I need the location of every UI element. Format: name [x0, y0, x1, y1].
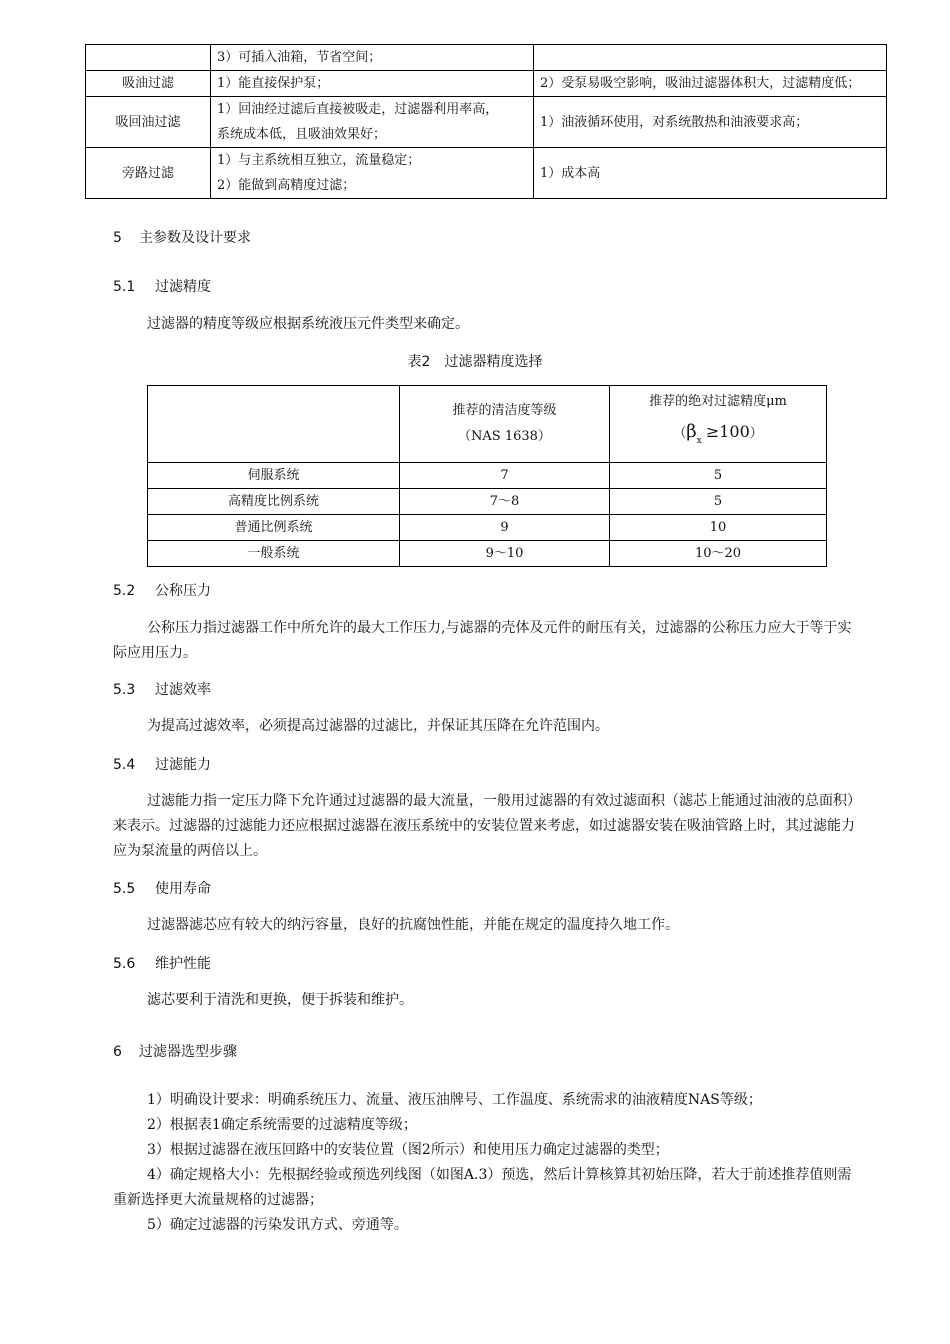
table-cell: 吸油过滤: [86, 71, 211, 97]
section-title: 过滤能力: [155, 757, 211, 773]
section-heading: [113, 879, 211, 899]
section-number: 6: [113, 1044, 122, 1060]
table-row: [148, 541, 827, 567]
paragraph: 滤芯要利于清洗和更换，便于拆装和维护。: [147, 992, 413, 1008]
section-number: 5.5: [113, 881, 136, 897]
section-number: 5.1: [113, 279, 136, 295]
table-row: [86, 97, 887, 148]
section-title: 公称压力: [155, 583, 211, 599]
table-cell: 9～10: [400, 541, 610, 567]
table-cell: 高精度比例系统: [148, 489, 400, 515]
steps-list: [113, 1088, 863, 1238]
table-row: [86, 148, 887, 199]
section-number: 5.3: [113, 682, 136, 698]
section-title: 过滤器选型步骤: [139, 1044, 237, 1060]
cell-line: 2）能做到高精度过滤；: [217, 178, 356, 193]
section-heading: [113, 680, 211, 700]
table-cell: [534, 45, 887, 71]
table-cell: 普通比例系统: [148, 515, 400, 541]
list-item: 5）确定过滤器的污染发讯方式、旁通等。: [147, 1217, 408, 1233]
section-heading: [113, 1042, 237, 1062]
table-cell: 一般系统: [148, 541, 400, 567]
section-number: 5.6: [113, 956, 136, 972]
table-cell: 5: [610, 463, 827, 489]
beta-expression: [616, 422, 820, 451]
table-cell: 1）油液循环使用，对系统散热和油液要求高；: [534, 97, 887, 148]
table-cell: 伺服系统: [148, 463, 400, 489]
table-row: [148, 489, 827, 515]
header-line: 推荐的清洁度等级: [452, 403, 557, 418]
paragraph: 为提高过滤效率，必须提高过滤器的过滤比，并保证其压降在允许范围内。: [147, 718, 609, 734]
paragraph: 过滤能力指一定压力降下允许通过过滤器的最大流量，一般用过滤器的有效过滤面积（滤芯上能通过油液的总面积）来表示。过滤器的过滤能力还应根据过滤器在液压系统中的安装位置来考虑，如过滤器安装在吸油管路上时，其过滤能力应为泵流量的两倍以上。: [113, 793, 861, 859]
precision-table: [147, 385, 827, 567]
table-cell: 旁路过滤: [86, 148, 211, 199]
table-cell: 1）成本高: [534, 148, 887, 199]
cell-line: 1）能直接保护泵；: [217, 76, 330, 91]
paren: （: [673, 425, 687, 441]
table-cell: [211, 97, 534, 148]
section-title: 过滤效率: [155, 682, 211, 698]
header-cell: [400, 386, 610, 463]
paren: ）: [749, 425, 763, 441]
section-heading: [113, 228, 251, 248]
section-title: 过滤精度: [155, 279, 211, 295]
header-line: 推荐的绝对过滤精度μm: [649, 393, 787, 409]
table-cell: 9: [400, 515, 610, 541]
table-row: [86, 45, 887, 71]
table-cell: 吸回油过滤: [86, 97, 211, 148]
section-number: 5: [113, 230, 122, 246]
table-row: [86, 71, 887, 97]
table-row: [148, 515, 827, 541]
table-cell: [211, 71, 534, 97]
paragraph: 公称压力指过滤器工作中所允许的最大工作压力,与滤器的壳体及元件的耐压有关，过滤器的公称压力应大于等于实际应用压力。: [113, 620, 852, 661]
header-cell: [610, 386, 827, 463]
cell-line: 1）回油经过滤后直接被吸走，过滤器利用率高，: [217, 102, 499, 117]
section-heading: [113, 277, 211, 297]
table-header-row: [148, 386, 827, 463]
section-heading: [113, 755, 211, 775]
table-cell: 10: [610, 515, 827, 541]
paragraph: 过滤器的精度等级应根据系统液压元件类型来确定。: [147, 316, 469, 332]
table-cell: 10～20: [610, 541, 827, 567]
list-item: 4）确定规格大小：先根据经验或预选列线图（如图A.3）预选，然后计算核算其初始压降，若大于前述推荐值则需重新选择更大流量规格的过滤器；: [113, 1167, 852, 1208]
header-line: （NAS 1638）: [458, 429, 551, 444]
section-title: 使用寿命: [155, 881, 211, 897]
header-cell-empty: [148, 386, 400, 463]
table-cell: 5: [610, 489, 827, 515]
table-cell: 7～8: [400, 489, 610, 515]
cell-line: 3）可插入油箱，节省空间；: [217, 50, 382, 65]
list-item: 2）根据表1确定系统需要的过滤精度等级；: [147, 1117, 417, 1133]
cell-line: 系统成本低，且吸油效果好；: [217, 127, 387, 142]
beta-value: ≥100: [705, 421, 750, 441]
paragraph: 过滤器滤芯应有较大的纳污容量，良好的抗腐蚀性能，并能在规定的温度持久地工作。: [147, 917, 679, 933]
table-cell: 7: [400, 463, 610, 489]
table-cell: [211, 148, 534, 199]
list-item: 1）明确设计要求：明确系统压力、流量、液压油牌号、工作温度、系统需求的油液精度NAS等级；: [147, 1092, 762, 1108]
beta-subscript: x: [696, 435, 702, 446]
table-caption: 表2 过滤器精度选择: [407, 354, 543, 370]
cell-line: 1）与主系统相互独立，流量稳定；: [217, 153, 421, 168]
section-title: 主参数及设计要求: [139, 230, 251, 246]
filter-comparison-table: [85, 44, 887, 199]
section-heading: [113, 954, 211, 974]
section-title: 维护性能: [155, 956, 211, 972]
section-number: 5.2: [113, 583, 136, 599]
table-cell: [211, 45, 534, 71]
list-item: 3）根据过滤器在液压回路中的安装位置（图2所示）和使用压力确定过滤器的类型；: [147, 1142, 669, 1158]
table-cell: [86, 45, 211, 71]
table-cell: 2）受泵易吸空影响，吸油过滤器体积大，过滤精度低；: [534, 71, 887, 97]
section-heading: [113, 581, 211, 601]
table-row: [148, 463, 827, 489]
beta-symbol: β: [686, 420, 697, 442]
section-number: 5.4: [113, 757, 136, 773]
